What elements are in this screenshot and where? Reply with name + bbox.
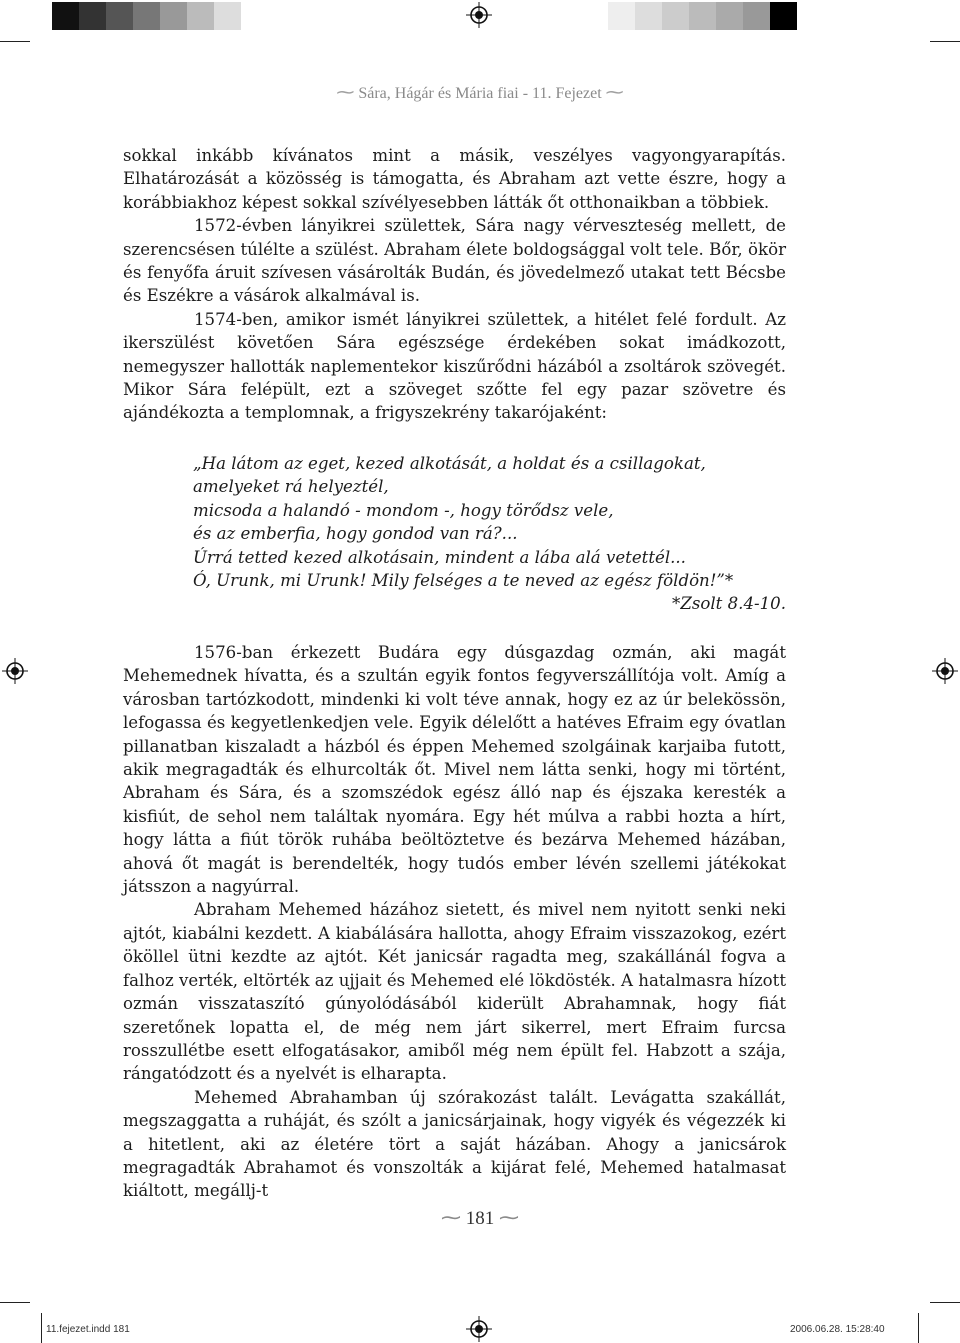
body-text-top <box>123 144 786 425</box>
swatch <box>770 2 797 30</box>
header-title: Sára, Hágár és Mária fiai - 11. Fejezet <box>358 85 602 102</box>
quote-line: Úrrá tetted kezed alkotásain, mindent a lába alá vetettél... <box>193 547 686 567</box>
body-text-bottom <box>123 641 786 1203</box>
swatch <box>133 2 160 30</box>
swatch <box>214 2 241 30</box>
swatch <box>79 2 106 30</box>
swatch <box>635 2 662 30</box>
swatch <box>743 2 770 30</box>
page-number-value: 181 <box>465 1208 495 1229</box>
crop-mark <box>930 1302 960 1303</box>
quote-line: „Ha látom az eget, kezed alkotását, a holdat és a csillagokat, <box>193 454 706 473</box>
quote-line: amelyeket rá helyeztél, <box>193 477 389 497</box>
paragraph: 1574-ben, amikor ismét lányikrei születtek, a hitélet felé fordult. Az ikerszülést követően Sára egészsége érdekében sokat imádkozott, nemegyszer hallották naplementekor kiszűrődni házából a zsoltárok szövegét. Mikor Sára felépült, ezt a szöveget szőtte fel egy pazar szövetre és ajándékozta a templomnak, a frigyszekrény takarójaként: <box>123 309 786 423</box>
quote-line: és az emberfia, hogy gondod van rá?... <box>193 524 518 544</box>
crop-mark <box>41 1313 42 1343</box>
running-header <box>0 82 960 103</box>
registration-mark-icon <box>932 658 958 684</box>
crop-mark <box>918 1313 919 1343</box>
swatch <box>160 2 187 30</box>
color-bar-right <box>608 2 797 30</box>
slug-filename: 11.fejezet.indd 181 <box>46 1324 130 1335</box>
swash-ornament-icon: ⁓ <box>605 82 624 102</box>
swash-ornament-icon: ⁓ <box>336 82 355 102</box>
paragraph: 1576-ban érkezett Budára egy dúsgazdag ozmán, aki magát Mehemednek hívatta, és a szultán egyik fontos fegyverszállítója volt. Amíg a városban tartózkodott, mindenki ki volt téve annak, hogy ez az úr belekössön, lefogassa és kegyetlenkedjen vele. Egyik délelőtt a hatéves Efraim egy óvatlan pillanatban kiszaladt a házból és éppen Mehemed szolgáinak karjaiba futott, akik megragadták és elhurcolták őt. Mivel nem látta senki, hogy mi történt, Abraham és Sára, és a szomszédok egész álló nap és éjszaka keresték a kisfiút, de sehol nem találtak nyomára. Egy hét múlva a rabbi hozta a hírt, hogy látta a fiút török ruhába beöltöztetve és bezárva Mehemed házában, ahová őt magát is berendelték, hogy tudós ember lévén szellemi játékokat játsszon a nagyúrral. <box>123 643 786 897</box>
quote-line: micsoda a halandó - mondom -, hogy törődsz vele, <box>193 500 614 520</box>
quote-reference: *Zsolt 8.4-10. <box>672 594 786 614</box>
slug-timestamp: 2006.06.28. 15:28:40 <box>790 1324 885 1335</box>
paragraph: Abraham Mehemed házához sietett, és mivel nem nyitott senki neki ajtót, kiabálni kezdett. A kiabálására hallotta, ahogy Efraim visszazokog, ezért ököllel ütni kezdte az ajtót. Két janicsár ragadta meg, szakállánál fogva a falhoz verték, eltörték az ujjait és Mehemed elé lökdösték. A hatalmasra hízott ozmán visszataszító gúnyolódásából kiderült Abrahamnak, hogy fiát szeretőnek lopatta el, de még nem járt sikerrel, mert Efraim furcsa rosszullétbe esett elfogatásakor, amiből még nem épült fel. Habzott a szája, rángatódzott és a nyelvét is elharapta. <box>123 900 787 1084</box>
quote-line: Ó, Urunk, mi Urunk! Mily felséges a te neved az egész földön!”* <box>193 571 734 591</box>
crop-mark <box>0 41 30 42</box>
swatch <box>716 2 743 30</box>
swatch <box>52 2 79 30</box>
paragraph: sokkal inkább kívánatos mint a másik, veszélyes vagyongyarapítás. Elhatározását a közösség is támogatta, és Abraham azt vette észre, hogy a korábbiakhoz képest sokkal szívélyesebben látták őt otthonaikban a többiek. <box>123 146 786 212</box>
psalm-quote <box>193 452 786 616</box>
swatch <box>608 2 635 30</box>
swatch <box>106 2 133 30</box>
registration-mark-icon <box>2 658 28 684</box>
paragraph: Mehemed Abrahamban új szórakozást talált. Levágatta szakállát, megszaggatta a ruháját, és szólt a janicsárjainak, hogy vigyék és végezzék ki a hitetlent, aki az életére tört a saját házában. Ahogy a janicsárok megragadták Abrahamot és vonszolták a kijárat felé, Mehemed hatalmasat kiáltott, megállj-t <box>123 1087 786 1201</box>
swatch <box>662 2 689 30</box>
page-number <box>0 1205 960 1230</box>
crop-mark <box>0 1302 30 1303</box>
paragraph: 1572-évben lányikrei születtek, Sára nagy vérveszteség mellett, de szerencsésen túlélte a szülést. Abraham élete boldogsággal volt tele. Bőr, ökör és fenyőfa áruit szívesen vásárolták Budán, és jövedelmező utakat tett Bécsbe és Eszékre a vásárok alkalmával is. <box>123 216 786 306</box>
crop-mark <box>930 41 960 42</box>
registration-mark-icon <box>466 1316 492 1342</box>
color-bar-left <box>52 2 241 30</box>
swash-ornament-icon: ⁓ <box>499 1207 519 1229</box>
registration-mark-icon <box>466 2 492 28</box>
swash-ornament-icon: ⁓ <box>441 1207 461 1229</box>
swatch <box>689 2 716 30</box>
swatch <box>187 2 214 30</box>
